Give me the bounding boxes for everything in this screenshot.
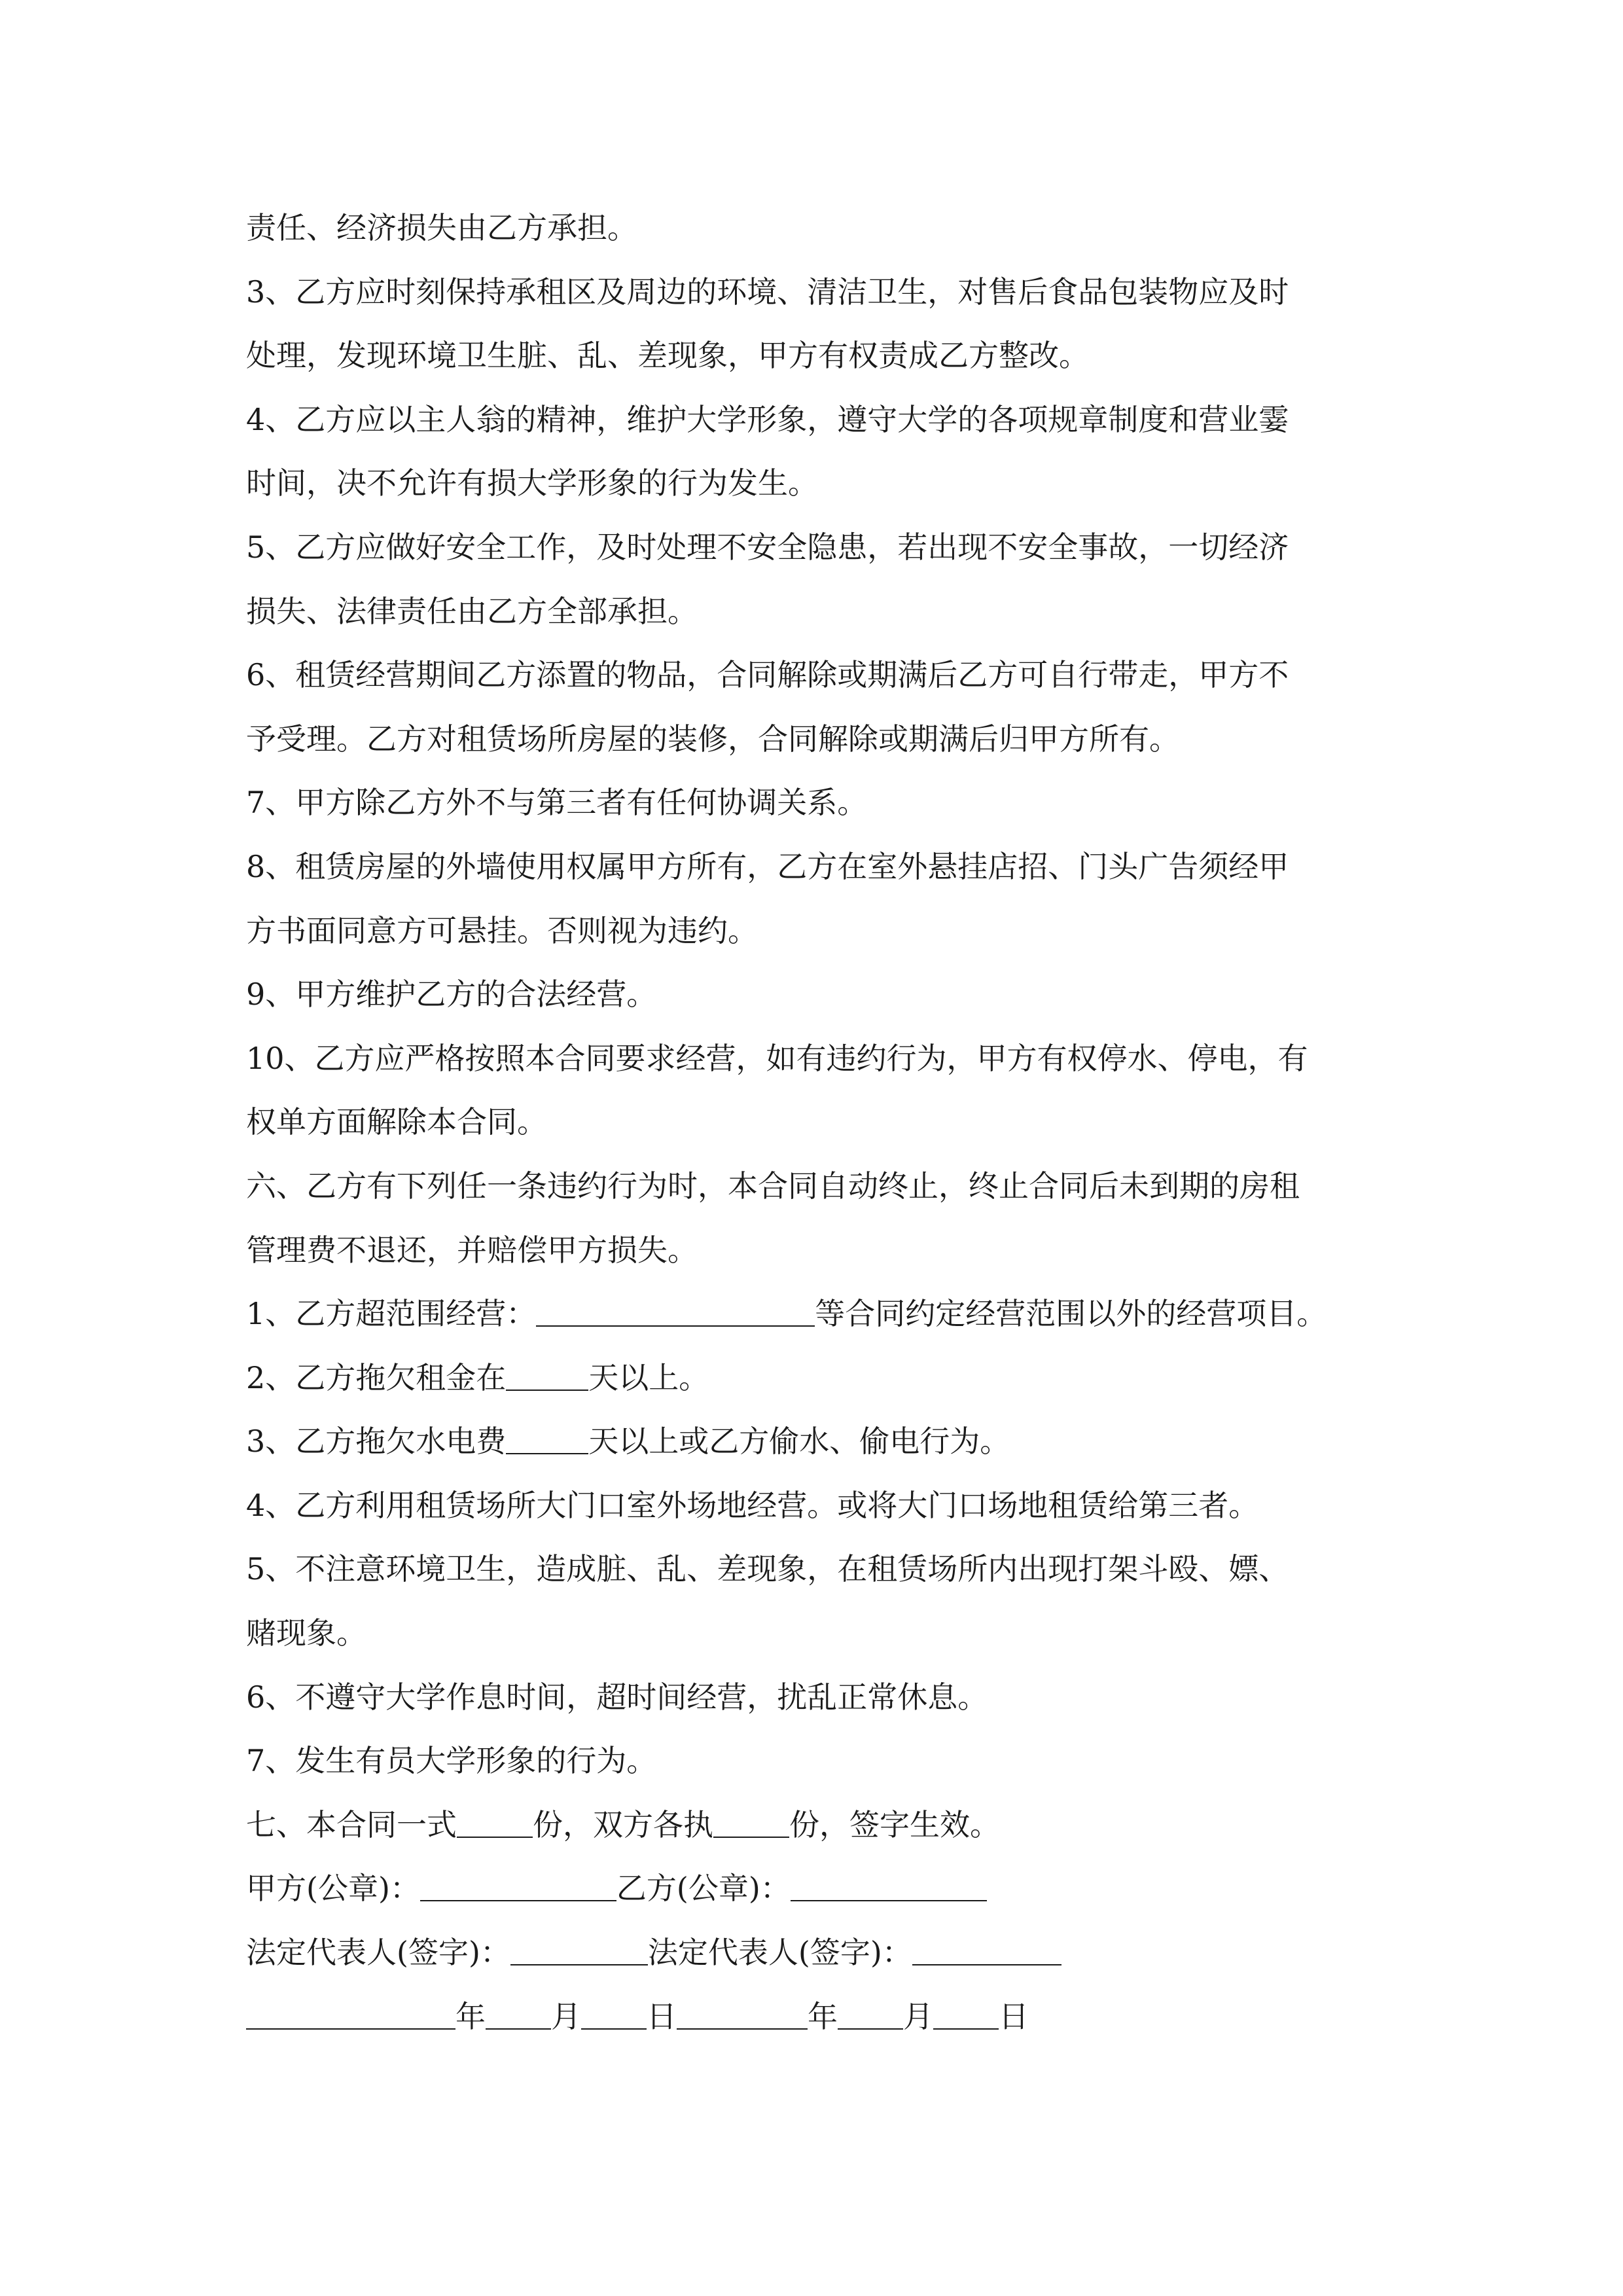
line-text: 年: [455, 1998, 486, 2034]
line-text: 七、本合同一式: [246, 1806, 457, 1842]
line-text: 管理费不退还，并赔偿甲方损失。: [246, 1232, 698, 1268]
fill-in-blank[interactable]: [713, 1806, 789, 1838]
line-text: 9、甲方维护乙方的合法经营。: [246, 977, 657, 1013]
line-text: 10、乙方应严格按照本合同要求经营，如有违约行为，甲方有权停水、停电，有: [246, 1040, 1308, 1076]
document-line: [246, 1793, 1411, 1857]
line-text: 时间，决不允许有损大学形象的行为发生。: [246, 465, 818, 501]
fill-in-blank[interactable]: [506, 1423, 588, 1454]
fill-in-blank[interactable]: [420, 1870, 616, 1901]
document-line: [246, 1729, 1411, 1793]
line-text: 8、租赁房屋的外墙使用权属甲方所有，乙方在室外悬挂店招、门头广告须经甲: [246, 848, 1289, 884]
fill-in-blank[interactable]: [510, 1934, 648, 1965]
fill-in-blank[interactable]: [457, 1806, 533, 1838]
line-text: 4、乙方利用租赁场所大门口室外场地经营。或将大门口场地租赁给第三者。: [246, 1487, 1259, 1523]
document-line: [246, 1410, 1411, 1474]
line-text: 六、乙方有下列任一条违约行为时，本合同自动终止，终止合同后未到期的房租: [246, 1168, 1300, 1204]
line-text: 份，签字生效。: [789, 1806, 1000, 1842]
line-text: 损失、法律责任由乙方全部承担。: [246, 593, 698, 629]
line-text: 法定代表人(签字)：: [246, 1935, 510, 1971]
line-text: 权单方面解除本合同。: [246, 1104, 547, 1140]
document-line: [246, 708, 1411, 772]
line-text: 甲方(公章)：: [246, 1871, 420, 1907]
document-line: [246, 1537, 1411, 1602]
line-text: 天以上。: [588, 1359, 709, 1395]
document-line: [246, 1666, 1411, 1730]
line-text: 责任、经济损失由乙方承担。: [246, 210, 637, 245]
document-line: [246, 516, 1411, 580]
document-line: [246, 580, 1411, 644]
document-line: [246, 835, 1411, 899]
document-line: [246, 452, 1411, 516]
fill-in-blank[interactable]: [325, 1998, 455, 2030]
document-line: [246, 388, 1411, 452]
fill-in-blank[interactable]: [246, 1998, 325, 2030]
document-line: [246, 1857, 1411, 1921]
document-line: [246, 1219, 1411, 1283]
fill-in-blank[interactable]: [912, 1934, 1061, 1965]
fill-in-blank[interactable]: [486, 1998, 551, 2030]
fill-in-blank[interactable]: [506, 1359, 588, 1391]
line-text: 月: [551, 1998, 581, 2034]
line-text: 方书面同意方可悬挂。否则视为违约。: [246, 912, 758, 948]
line-text: 1、乙方超范围经营：: [246, 1296, 537, 1332]
document-line: [246, 899, 1411, 963]
fill-in-blank[interactable]: [581, 1998, 647, 2030]
line-text: 7、甲方除乙方外不与第三者有任何协调关系。: [246, 785, 868, 821]
line-text: 等合同约定经营范围以外的经营项目。: [815, 1296, 1327, 1332]
document-line: [246, 1474, 1411, 1538]
line-text: 份，双方各执: [533, 1806, 713, 1842]
document-line: [246, 1155, 1411, 1219]
document-line: [246, 1985, 1411, 2049]
line-text: 7、发生有员大学形象的行为。: [246, 1743, 657, 1779]
line-text: 天以上或乙方偷水、偷电行为。: [588, 1424, 1010, 1460]
line-text: 日: [647, 1998, 677, 2034]
line-text: 法定代表人(签字)：: [647, 1935, 912, 1971]
line-text: 日: [999, 1998, 1029, 2034]
document-line: [246, 324, 1411, 388]
line-text: 5、乙方应做好安全工作，及时处理不安全隐患，若出现不安全事故，一切经济: [246, 529, 1289, 565]
fill-in-blank[interactable]: [933, 1998, 999, 2030]
line-text: 予受理。乙方对租赁场所房屋的装修，合同解除或期满后归甲方所有。: [246, 721, 1179, 757]
document-line: [246, 643, 1411, 708]
document-line: [246, 1027, 1411, 1091]
document-line: [246, 260, 1411, 325]
line-text: 赌现象。: [246, 1615, 366, 1651]
line-text: 3、乙方应时刻保持承租区及周边的环境、清洁卫生，对售后食品包装物应及时: [246, 274, 1289, 310]
document-line: [246, 771, 1411, 835]
document-line: [246, 1921, 1411, 1985]
line-text: 年: [808, 1998, 838, 2034]
line-text: 6、租赁经营期间乙方添置的物品，合同解除或期满后乙方可自行带走，甲方不: [246, 657, 1289, 693]
line-text: 4、乙方应以主人翁的精神，维护大学形象，遵守大学的各项规章制度和营业霎: [246, 401, 1289, 437]
document-line: [246, 1346, 1411, 1410]
line-text: 5、不注意环境卫生，造成脏、乱、差现象，在租赁场所内出现打架斗殴、嫖、: [246, 1551, 1289, 1587]
document-line: [246, 1090, 1411, 1155]
line-text: 6、不遵守大学作息时间，超时间经营，扰乱正常休息。: [246, 1679, 988, 1715]
line-text: 月: [903, 1998, 933, 2034]
document-line: [246, 1282, 1411, 1346]
document-line: [246, 1602, 1411, 1666]
document-body: [246, 196, 1411, 2049]
fill-in-blank[interactable]: [791, 1870, 987, 1901]
fill-in-blank[interactable]: [838, 1998, 903, 2030]
fill-in-blank[interactable]: [536, 1295, 815, 1327]
line-text: 2、乙方拖欠租金在: [246, 1359, 507, 1395]
line-text: 乙方(公章)：: [616, 1871, 791, 1907]
line-text: 处理，发现环境卫生脏、乱、差现象，甲方有权责成乙方整改。: [246, 338, 1089, 374]
line-text: 3、乙方拖欠水电费: [246, 1424, 507, 1460]
document-line: [246, 963, 1411, 1027]
fill-in-blank[interactable]: [677, 1998, 808, 2030]
document-line: [246, 196, 1411, 260]
